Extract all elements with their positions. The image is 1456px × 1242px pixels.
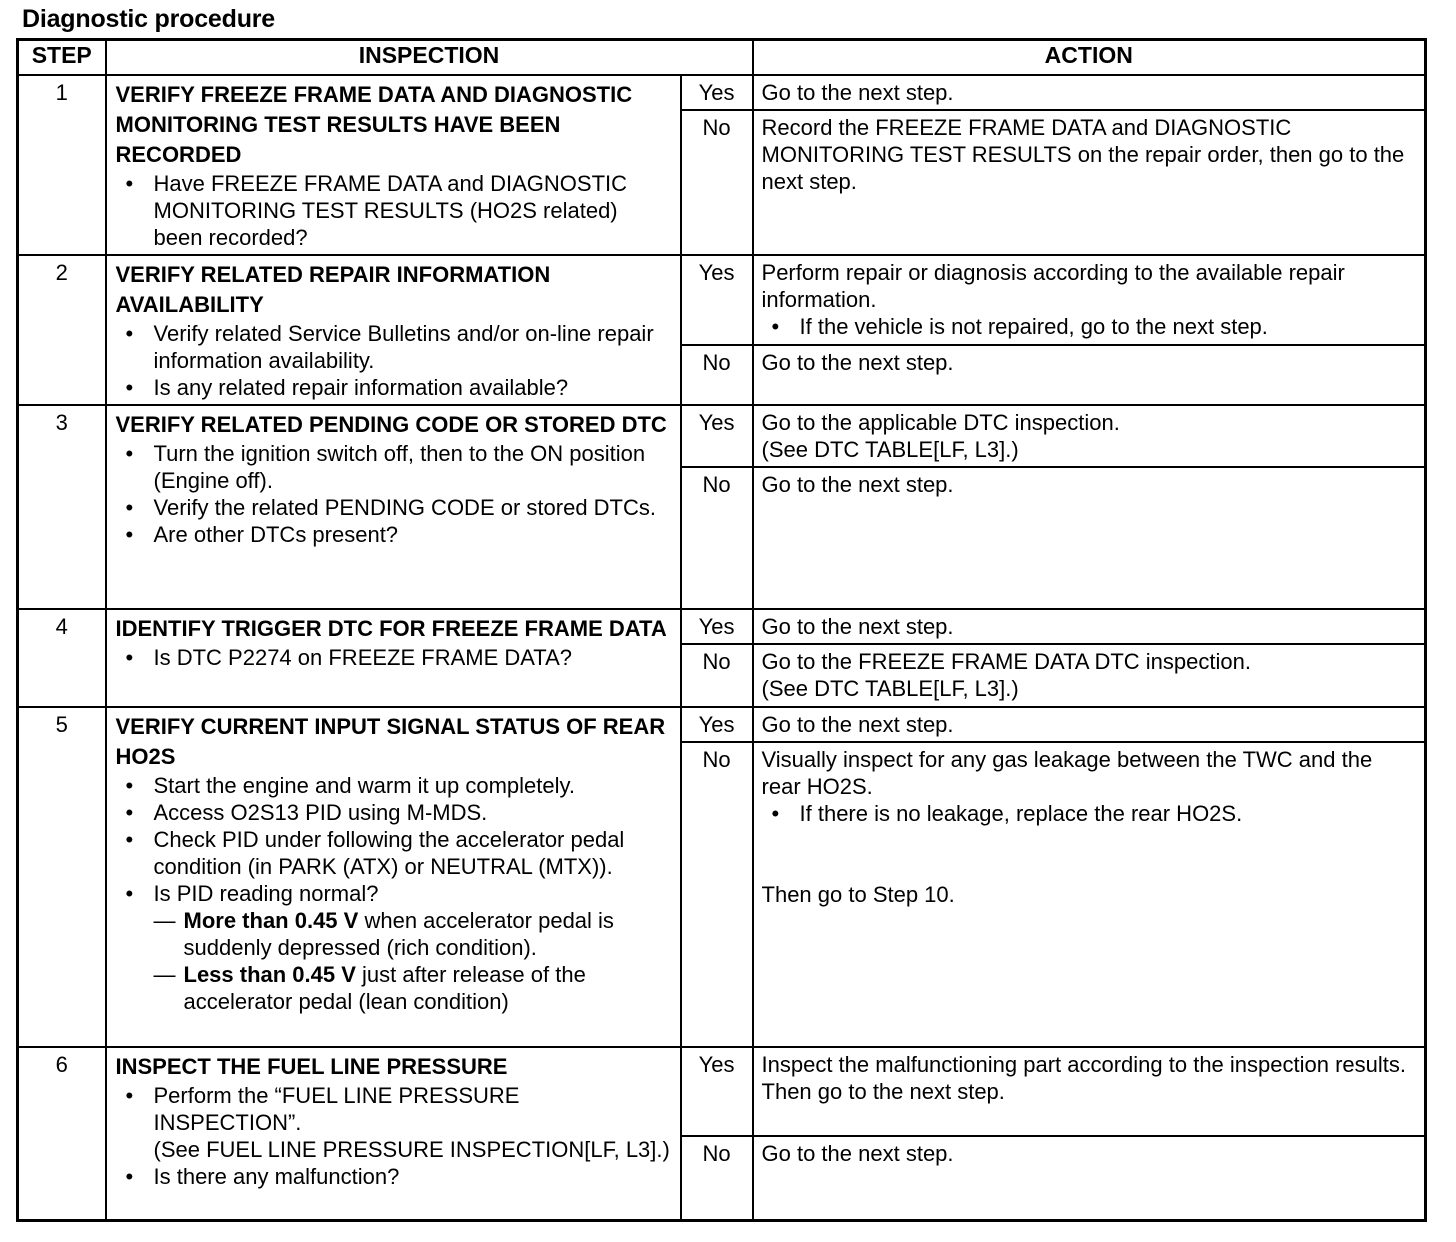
list-item: • If the vehicle is not repaired, go to the next step. xyxy=(762,313,1417,340)
inspection-cell xyxy=(106,405,681,609)
inspection-heading: INSPECT THE FUEL LINE PRESSURE xyxy=(115,1054,508,1080)
inspection-cell xyxy=(106,707,681,1047)
yes-action: Go to the next step. xyxy=(753,707,1426,742)
list-item xyxy=(116,880,672,1015)
step-number: 2 xyxy=(18,255,106,405)
no-action: Go to the next step. xyxy=(753,345,1426,405)
no-action: Go to the next step. xyxy=(753,1136,1426,1220)
list-item: • Access O2S13 PID using M-MDS. xyxy=(116,799,672,826)
no-label: No xyxy=(681,345,753,405)
inspection-heading: VERIFY CURRENT INPUT SIGNAL STATUS OF REAR HO2S xyxy=(115,714,666,770)
inspection-cell xyxy=(106,255,681,405)
list-item: • Are other DTCs present? xyxy=(116,521,672,548)
step-number: 6 xyxy=(18,1047,106,1220)
list-item: • Verify the related PENDING CODE or stored DTCs. xyxy=(116,494,672,521)
header-step: STEP xyxy=(18,40,106,76)
no-action-cell xyxy=(753,742,1426,1047)
yes-label: Yes xyxy=(681,255,753,345)
dash-mark: — xyxy=(153,962,176,988)
table-row xyxy=(18,1047,1426,1136)
list-item: • Turn the ignition switch off, then to the ON position (Engine off). xyxy=(116,440,672,494)
no-label: No xyxy=(681,110,753,255)
inspection-cell xyxy=(106,1047,681,1220)
criterion-text: when accelerator pedal is suddenly depressed (rich condition). xyxy=(183,908,614,961)
list-item: • Check PID under following the accelerator pedal condition (in PARK (ATX) or NEUTRAL (MTX)). xyxy=(116,826,672,880)
yes-action: Inspect the malfunctioning part according to the inspection results. xyxy=(761,1052,1406,1078)
table-row xyxy=(18,255,1426,345)
step-number: 1 xyxy=(18,75,106,255)
yes-label: Yes xyxy=(681,1047,753,1136)
no-action-reference: (See DTC TABLE[LF, L3].) xyxy=(761,676,1019,702)
dash-mark: — xyxy=(153,908,176,934)
bullet-list xyxy=(116,1082,672,1190)
bullet-list xyxy=(116,320,672,401)
no-label: No xyxy=(681,644,753,707)
step-number: 4 xyxy=(18,609,106,707)
yes-label: Yes xyxy=(681,405,753,467)
inspection-cell xyxy=(106,75,681,255)
yes-action: Go to the next step. xyxy=(753,609,1426,644)
no-label: No xyxy=(681,742,753,1047)
no-action: Go to the next step. xyxy=(753,467,1426,609)
no-action: Visually inspect for any gas leakage between the TWC and the rear HO2S. xyxy=(761,747,1373,800)
criterion-value: More than 0.45 V xyxy=(183,908,359,934)
sub-item xyxy=(154,961,672,1015)
no-action: Record the FREEZE FRAME DATA and DIAGNOSTIC MONITORING TEST RESULTS on the repair order, then go to the next step. xyxy=(753,110,1426,255)
table-row xyxy=(18,75,1426,110)
diagnostic-table xyxy=(16,38,1427,1222)
step-number: 5 xyxy=(18,707,106,1047)
list-item: • Have FREEZE FRAME DATA and DIAGNOSTIC MONITORING TEST RESULTS (HO2S related) been recorded? xyxy=(116,170,672,251)
inspection-heading: VERIFY FREEZE FRAME DATA AND DIAGNOSTIC MONITORING TEST RESULTS HAVE BEEN RECORDED xyxy=(115,82,633,167)
yes-label: Yes xyxy=(681,75,753,110)
bullet-list xyxy=(116,772,672,1015)
yes-label: Yes xyxy=(681,707,753,742)
question-text: • Is PID reading normal? xyxy=(153,881,379,907)
criterion-text: just after release of the accelerator pedal (lean condition) xyxy=(183,962,586,1015)
header-row xyxy=(18,40,1426,76)
bullet-list xyxy=(116,644,672,671)
bullet-list xyxy=(762,313,1417,340)
yes-action: Go to the applicable DTC inspection. xyxy=(761,410,1120,436)
table-row xyxy=(18,609,1426,644)
bullet-list xyxy=(116,440,672,548)
bullet-reference: (See FUEL LINE PRESSURE INSPECTION[LF, L3].) xyxy=(153,1137,670,1163)
table-row xyxy=(18,405,1426,467)
yes-label: Yes xyxy=(681,609,753,644)
yes-action: Go to the next step. xyxy=(753,75,1426,110)
header-action: ACTION xyxy=(753,40,1426,76)
list-item: • Is there any malfunction? xyxy=(116,1163,672,1190)
sub-item xyxy=(154,907,672,961)
yes-action-cell xyxy=(753,255,1426,345)
table-row xyxy=(18,707,1426,742)
yes-action-cell xyxy=(753,1047,1426,1136)
inspection-heading: VERIFY RELATED REPAIR INFORMATION AVAILABILITY xyxy=(115,262,551,318)
step-number: 3 xyxy=(18,405,106,609)
no-action-next: Then go to Step 10. xyxy=(761,882,955,908)
list-item: • Is any related repair information available? xyxy=(116,374,672,401)
bullet-list xyxy=(762,800,1417,827)
yes-action-cell xyxy=(753,405,1426,467)
header-inspection: INSPECTION xyxy=(106,40,753,76)
no-action: Go to the FREEZE FRAME DATA DTC inspection. xyxy=(761,649,1251,675)
no-label: No xyxy=(681,1136,753,1220)
inspection-cell xyxy=(106,609,681,707)
list-item: • If there is no leakage, replace the rear HO2S. xyxy=(762,800,1417,827)
bullet-list xyxy=(116,170,672,251)
bullet-text: • Perform the “FUEL LINE PRESSURE INSPECTION”. xyxy=(153,1083,520,1136)
list-item: • Verify related Service Bulletins and/or on-line repair information availability. xyxy=(116,320,672,374)
no-label: No xyxy=(681,467,753,609)
inspection-heading: VERIFY RELATED PENDING CODE OR STORED DTC xyxy=(115,412,667,438)
criterion-value: Less than 0.45 V xyxy=(183,962,356,988)
yes-action: Perform repair or diagnosis according to the available repair information. xyxy=(761,260,1345,313)
list-item: • Is DTC P2274 on FREEZE FRAME DATA? xyxy=(116,644,672,671)
page-title: Diagnostic procedure xyxy=(22,5,275,33)
yes-action-reference: (See DTC TABLE[LF, L3].) xyxy=(761,437,1019,463)
yes-action-next: Then go to the next step. xyxy=(761,1079,1005,1105)
list-item xyxy=(116,1082,672,1163)
no-action-cell xyxy=(753,644,1426,707)
list-item: • Start the engine and warm it up completely. xyxy=(116,772,672,799)
inspection-heading: IDENTIFY TRIGGER DTC FOR FREEZE FRAME DATA xyxy=(115,616,667,642)
